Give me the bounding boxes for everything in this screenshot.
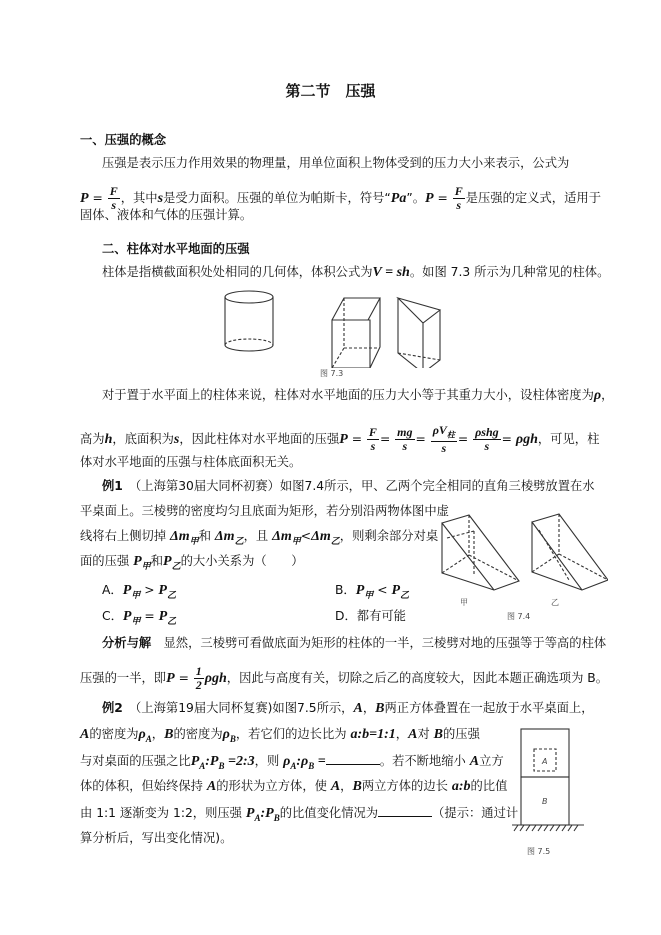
text-run: 的形状为立方体，使 xyxy=(216,779,331,793)
text-run: 。若不断地缩小 xyxy=(379,754,470,768)
math-expression xyxy=(391,191,407,206)
math-subscript: 乙 xyxy=(234,535,244,546)
math-expression xyxy=(207,779,216,794)
math-subscript: A xyxy=(254,812,261,823)
text-line xyxy=(80,830,232,846)
figure-7-4-caption: 图 7.4 xyxy=(507,612,531,621)
text-run: ，其中 xyxy=(120,191,158,205)
text-line xyxy=(102,478,595,494)
text-run: 对 xyxy=(417,727,434,741)
math-symbol: P xyxy=(158,609,168,624)
numerator-text: F xyxy=(109,184,118,198)
text-run: ， xyxy=(362,701,376,715)
math-symbol: ρgh xyxy=(515,432,538,448)
math-expression xyxy=(283,754,296,769)
math-symbol: P xyxy=(166,671,175,686)
text-run: 压强的一半，即 xyxy=(80,671,167,685)
fraction-denominator: s xyxy=(402,439,408,454)
text-run: 是受力面积。压强的单位为帕斯卡，符号“ xyxy=(163,191,391,205)
text-run: 的密度为 xyxy=(173,727,223,741)
math-subscript: 甲 xyxy=(131,615,141,626)
text-line xyxy=(102,241,250,257)
numerator-text: 1 xyxy=(195,664,202,678)
numerator-subscript: 柱 xyxy=(446,430,455,440)
math-symbol: P xyxy=(391,583,400,598)
math-symbol: = xyxy=(314,754,326,769)
text-run: A． xyxy=(102,583,123,597)
math-expression xyxy=(191,754,206,769)
math-symbol: ρgh xyxy=(204,671,227,686)
text-run: = xyxy=(501,432,516,447)
math-symbol: s xyxy=(173,432,180,448)
text-run: 体对水平地面的压强与柱体底面积无关。 xyxy=(80,455,302,469)
math-expression xyxy=(159,609,177,624)
text-run: ，则 xyxy=(254,754,284,768)
numerator-text: F xyxy=(368,425,377,440)
math-expression xyxy=(170,529,199,544)
text-run: 和 xyxy=(150,554,163,568)
text-run: 与对桌面的压强之比 xyxy=(80,754,191,768)
text-run: = xyxy=(457,432,473,447)
text-run: ， xyxy=(601,388,614,402)
text-run: ，底面积为 xyxy=(112,432,174,447)
math-symbol: Δm xyxy=(311,529,331,544)
text-run: > xyxy=(140,583,159,597)
math-expression xyxy=(350,727,395,742)
page-title: 第二节 压强 xyxy=(285,82,376,100)
math-expression xyxy=(166,671,175,686)
math-symbol: B xyxy=(375,701,385,716)
text-run: ， xyxy=(340,779,353,793)
math-subscript: A xyxy=(145,733,152,744)
text-run: 和 xyxy=(198,529,215,543)
text-run: = xyxy=(379,432,395,447)
math-expression xyxy=(356,583,374,598)
text-run: ”。 xyxy=(406,191,426,205)
text-run: = xyxy=(88,191,107,205)
text-run: ，且 xyxy=(243,529,273,543)
text-run: （上海第30届大同杯初赛）如图7.4所示，甲、乙两个完全相同的直角三棱劈放置在水 xyxy=(122,479,595,493)
math-expression xyxy=(139,727,152,742)
text-run: 对于置于水平面上的柱体来说，柱体对水平地面的压力大小等于其重力大小，设柱体密度为 xyxy=(102,388,594,402)
figure-7-3-solids xyxy=(220,288,460,368)
text-run: = xyxy=(433,191,452,205)
math-expression xyxy=(205,754,224,769)
fraction xyxy=(473,426,501,453)
math-expression xyxy=(353,701,362,716)
figure-7-4-label-yi: 乙 xyxy=(551,598,559,607)
text-run: = xyxy=(347,432,366,447)
math-symbol: h xyxy=(104,432,113,448)
fraction-denominator: s xyxy=(456,198,462,212)
fraction-numerator xyxy=(473,426,501,440)
math-symbol: :P xyxy=(260,806,274,821)
text-run: ， xyxy=(395,727,409,741)
text-run: B． xyxy=(335,583,356,597)
math-expression xyxy=(133,554,151,569)
math-symbol: ρ xyxy=(283,754,291,769)
text-run: ，可见，柱 xyxy=(537,432,600,447)
figure-7-5-label-a: A xyxy=(542,757,548,766)
text-line xyxy=(80,503,449,519)
math-expression xyxy=(425,191,434,206)
text-run: （上海第19届大同杯复赛)如图7.5所示， xyxy=(122,701,354,715)
math-expression xyxy=(123,609,141,624)
math-symbol: B xyxy=(433,727,443,742)
bold-label: 例2 xyxy=(102,701,123,715)
cylinder-sides xyxy=(225,297,273,351)
math-symbol: A xyxy=(330,779,341,794)
math-symbol: A xyxy=(80,727,90,742)
text-run: 高为 xyxy=(80,432,105,447)
math-expression xyxy=(246,806,261,821)
math-symbol: P xyxy=(163,554,172,569)
fraction xyxy=(395,426,414,453)
answer-option xyxy=(102,582,176,603)
figure-7-5-caption: 图 7.5 xyxy=(527,847,551,856)
math-expression xyxy=(311,529,340,544)
fraction xyxy=(431,424,457,455)
math-symbol: A xyxy=(353,701,363,716)
math-expression xyxy=(223,727,236,742)
figure-7-4-label-jia: 甲 xyxy=(460,598,468,607)
math-expression xyxy=(339,432,348,447)
text-run: 线将右上侧切掉 xyxy=(80,529,170,543)
math-symbol: P xyxy=(190,754,200,769)
text-line xyxy=(102,155,569,171)
text-run: ，因此与高度有关，切除之后乙的高度较大，因此本题正确选项为 B。 xyxy=(226,671,609,685)
text-run: 平桌面上。三棱劈的密度均匀且底面为矩形，若分别沿两物体图中虚 xyxy=(80,504,449,518)
math-expression xyxy=(314,754,325,769)
text-run: ， xyxy=(151,727,165,741)
math-expression xyxy=(516,432,538,447)
math-subscript: 乙 xyxy=(167,615,177,626)
text-run: 柱体是指横截面积处处相同的几何体，体积公式为 xyxy=(102,265,373,279)
text-run: ，则剩余部分对桌 xyxy=(339,529,439,543)
text-line xyxy=(80,804,518,826)
text-run: 。如图 7.3 所示为几种常见的柱体。 xyxy=(409,265,610,279)
text-run: 两正方体叠置在一起放于水平桌面上， xyxy=(384,701,594,715)
box xyxy=(332,298,380,368)
math-subscript: 乙 xyxy=(330,535,340,546)
math-expression xyxy=(373,265,410,280)
figure-7-5-label-b: B xyxy=(542,797,548,806)
math-symbol: P xyxy=(122,583,132,598)
text-line xyxy=(80,132,166,148)
math-symbol: Δm xyxy=(170,529,190,544)
text-run: 是压强的定义式，适用于 xyxy=(465,191,601,205)
text-run: = xyxy=(174,671,193,685)
math-expression xyxy=(260,806,279,821)
fraction xyxy=(453,185,465,212)
math-symbol: B xyxy=(352,779,362,794)
math-symbol: ρ xyxy=(138,727,146,742)
bold-label: 分析与解 xyxy=(102,636,152,650)
math-symbol: Δm xyxy=(272,529,292,544)
text-run: 算分析后，写出变化情况)。 xyxy=(80,831,233,845)
math-symbol: P xyxy=(355,583,365,598)
text-run: 显然，三棱劈可看做底面为矩形的柱体的一半，三棱劈对地的压强等于等高的柱体 xyxy=(151,636,607,650)
text-line xyxy=(80,752,504,774)
numerator-text: ρshg xyxy=(475,425,499,440)
text-line xyxy=(80,665,608,692)
text-line xyxy=(102,700,594,717)
text-line xyxy=(102,264,609,281)
math-symbol: Pa xyxy=(390,191,407,206)
math-symbol: A xyxy=(206,779,217,794)
math-subscript: 乙 xyxy=(166,589,176,600)
text-line xyxy=(80,528,438,549)
math-symbol: a:b=1:1 xyxy=(350,727,396,742)
math-expression xyxy=(391,583,409,598)
math-expression xyxy=(158,583,176,598)
math-subscript: 甲 xyxy=(291,535,301,546)
fraction-denominator: s xyxy=(370,439,376,454)
math-subscript: A xyxy=(199,760,206,771)
text-run: C． xyxy=(102,609,123,623)
text-run: ，若它们的边长比为 xyxy=(235,727,351,741)
fraction xyxy=(194,665,204,692)
fraction-numerator xyxy=(367,426,379,440)
answer-option xyxy=(335,608,406,624)
text-line xyxy=(80,454,301,470)
text-run: = xyxy=(140,609,159,623)
fraction-numerator xyxy=(453,185,465,199)
math-subscript: 甲 xyxy=(189,535,199,546)
text-line xyxy=(80,778,507,795)
math-symbol: ρ xyxy=(222,727,230,742)
math-symbol: P xyxy=(122,609,132,624)
text-line xyxy=(102,635,606,651)
math-symbol: Δm xyxy=(214,529,235,544)
text-run: 的大小关系为（ ） xyxy=(180,554,304,568)
math-symbol: =2:3 xyxy=(224,754,255,769)
text-run: < xyxy=(300,529,312,543)
text-line xyxy=(80,726,480,747)
text-run: < xyxy=(373,583,392,597)
fraction-numerator xyxy=(194,665,204,679)
math-subscript: B xyxy=(218,760,225,771)
math-expression xyxy=(434,727,443,742)
fraction-numerator xyxy=(108,185,120,199)
answer-option xyxy=(102,608,176,629)
math-subscript: 甲 xyxy=(141,560,151,571)
math-symbol: P xyxy=(245,806,255,821)
text-run: 体的体积，但始终保持 xyxy=(80,779,207,793)
text-run: 二、柱体对水平地面的压强 xyxy=(102,242,250,256)
fraction-numerator xyxy=(431,424,457,442)
math-symbol: a:b xyxy=(451,779,471,794)
math-subscript: B xyxy=(273,812,280,823)
text-line xyxy=(80,553,304,574)
math-expression xyxy=(331,779,340,794)
math-expression xyxy=(215,529,244,544)
math-subscript: B xyxy=(308,760,315,771)
math-expression xyxy=(123,583,141,598)
fraction-denominator: 2 xyxy=(195,678,202,692)
math-symbol: P xyxy=(80,191,89,206)
text-line xyxy=(80,207,252,223)
math-expression xyxy=(205,671,227,686)
math-subscript: B xyxy=(229,733,236,744)
fraction-denominator: s xyxy=(111,198,117,212)
answer-option xyxy=(335,582,409,603)
fraction-denominator: s xyxy=(441,441,447,456)
answer-blank[interactable] xyxy=(378,804,432,817)
text-line xyxy=(102,387,613,404)
figure-7-5-cubes xyxy=(500,724,590,836)
text-run: 的压强 xyxy=(443,727,480,741)
math-expression xyxy=(470,754,479,769)
math-symbol: :P xyxy=(205,754,219,769)
math-symbol: ρ xyxy=(593,388,602,403)
math-subscript: 甲 xyxy=(131,589,141,600)
math-symbol: P xyxy=(158,583,167,598)
math-symbol: P xyxy=(339,432,348,448)
prism xyxy=(398,298,440,368)
math-symbol: s xyxy=(157,191,164,206)
numerator-text: ρV xyxy=(432,423,447,437)
math-expression xyxy=(163,554,181,569)
text-run: 的密度为 xyxy=(89,727,139,741)
fraction-denominator: s xyxy=(484,439,490,454)
math-symbol: A xyxy=(469,754,480,769)
math-subscript: 乙 xyxy=(171,560,181,571)
text-line xyxy=(80,424,599,455)
text-run: = xyxy=(415,432,430,447)
text-run: 压强是表示压力作用效果的物理量，用单位面积上物体受到的压力大小来表示，公式为 xyxy=(102,156,570,170)
math-subscript: 甲 xyxy=(364,589,374,600)
text-run: 的比值变化情况为 xyxy=(279,806,379,820)
math-expression xyxy=(80,191,89,206)
text-run: 的比值 xyxy=(470,779,508,793)
math-symbol: :ρ xyxy=(296,754,309,769)
math-expression xyxy=(296,754,314,769)
numerator-text: F xyxy=(454,184,463,198)
math-symbol: A xyxy=(408,727,418,742)
fraction xyxy=(367,426,379,453)
text-run: 两立方体的边长 xyxy=(361,779,452,793)
text-run: ，因此柱体对水平地面的压强 xyxy=(179,432,340,447)
bold-label: 例1 xyxy=(102,479,123,493)
math-expression xyxy=(452,779,471,794)
figure-7-3-caption: 图 7.3 xyxy=(320,369,344,378)
text-run: 由 1:1 逐渐变为 1:2，则压强 xyxy=(80,806,246,820)
text-run: 立方 xyxy=(479,754,504,768)
fraction-numerator xyxy=(395,426,414,440)
answer-blank[interactable] xyxy=(326,752,380,765)
math-expression xyxy=(352,779,361,794)
text-run: D．都有可能 xyxy=(335,609,406,623)
math-expression xyxy=(80,727,89,742)
text-run: 面的压强 xyxy=(80,554,134,568)
math-subscript: A xyxy=(290,760,297,771)
cylinder-top xyxy=(225,291,273,303)
math-symbol: V = sh xyxy=(372,265,410,280)
numerator-text: mg xyxy=(397,425,413,440)
math-subscript: 乙 xyxy=(400,589,410,600)
math-expression xyxy=(272,529,301,544)
text-run: 固体、液体和气体的压强计算。 xyxy=(80,208,253,222)
math-symbol: B xyxy=(164,727,174,742)
text-run: 一、压强的概念 xyxy=(80,133,167,147)
text-run: （提示：通过计 xyxy=(432,806,519,820)
math-expression xyxy=(225,754,255,769)
math-symbol: P xyxy=(425,191,434,206)
math-symbol: P xyxy=(133,554,142,569)
figure-7-4-wedges xyxy=(438,510,608,605)
